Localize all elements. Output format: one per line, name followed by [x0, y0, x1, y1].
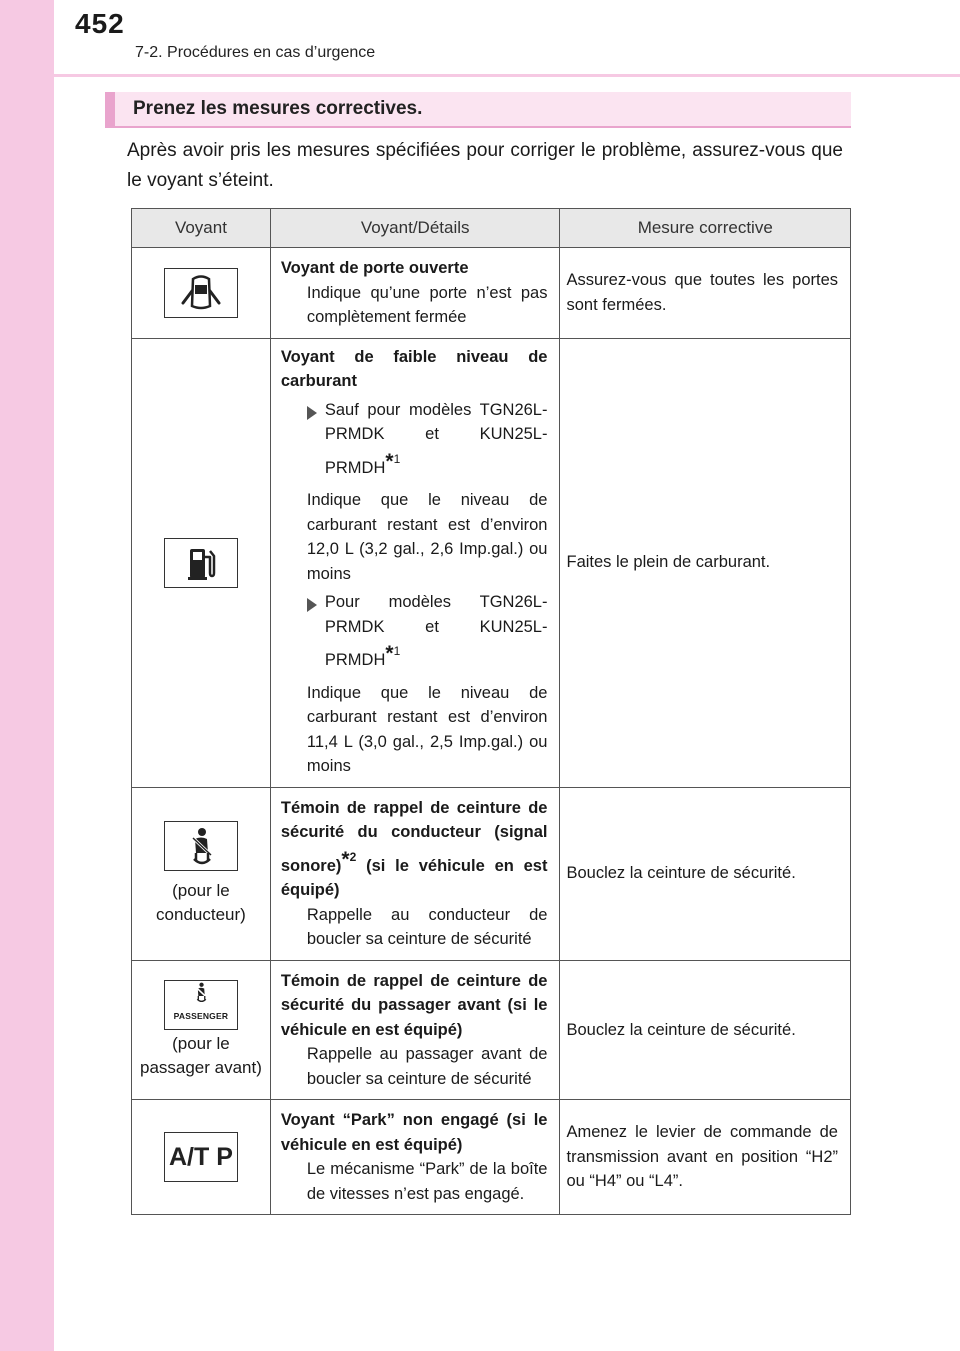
model-condition-1: Sauf pour modèles TGN26L-PRMDK et KUN25L-PRMDH*$^1$: [281, 398, 548, 481]
detail-cell: [270, 960, 560, 1100]
measure-cell: Faites le plein de carburant.: [560, 338, 851, 787]
icon-caption: (pour le passager avant): [139, 1033, 262, 1077]
icon-cell: [132, 338, 271, 787]
section-title: 7-2. Procédures en cas d’urgence: [135, 44, 376, 61]
row-title: Voyant de porte ouverte: [280, 259, 469, 277]
table-row: [132, 338, 851, 787]
table-header-row: [132, 209, 851, 248]
row-title: Voyant “Park” non engagé (si le véhicule en est équipé): [280, 1111, 548, 1154]
header-divider: [54, 74, 960, 77]
table-row: [132, 787, 851, 960]
row-title: Voyant de faible niveau de carburant: [280, 347, 548, 390]
arrow-bullet-icon: [307, 406, 317, 420]
icon-cell: [132, 1100, 271, 1215]
header-details: Voyant/Détails: [270, 209, 560, 248]
row-desc: Indique que le niveau de carburant restant est d’environ 12,0 L (3,2 gal., 2,6 Imp.gal.) ou moins: [306, 491, 548, 583]
row-title: Témoin de rappel de ceinture de sécurité du conducteur (signal sonore)*$^2$ (si le véhicule en est équipé): [280, 798, 548, 899]
heading-underline: [105, 126, 851, 128]
icon-cell: [132, 248, 271, 339]
detail-cell: [270, 787, 560, 960]
table-row: [132, 960, 851, 1100]
arrow-bullet-icon: [307, 598, 317, 612]
header-measure: Mesure corrective: [560, 209, 851, 248]
row-desc: Indique que le niveau de carburant restant est d’environ 11,4 L (3,0 gal., 2,5 Imp.gal.) ou moins: [306, 683, 548, 775]
detail-cell: [270, 248, 560, 339]
page-number: 452: [75, 8, 125, 39]
page-side-tab: [0, 0, 54, 1351]
measure-cell: Bouclez la ceinture de sécurité.: [560, 960, 851, 1100]
detail-cell: [270, 1100, 560, 1215]
warning-table: [131, 208, 851, 1215]
seatbelt-icon: [164, 821, 238, 871]
at-p-icon: A/T P: [164, 1132, 238, 1182]
detail-cell: [270, 338, 560, 787]
door-open-warning-icon: [164, 268, 238, 318]
row-desc: Le mécanisme “Park” de la boîte de vitesses n’est pas engagé.: [306, 1160, 548, 1203]
fuel-pump-icon: [164, 538, 238, 588]
icon-cell: [132, 787, 271, 960]
passenger-label: PASSENGER: [173, 1011, 229, 1022]
row-desc: Indique qu’une porte n’est pas complètement fermée: [306, 283, 548, 326]
intro-paragraph: Après avoir pris les mesures spécifiées pour corriger le problème, assurez-vous que le voyant s’éteint.: [127, 140, 843, 191]
heading-text: Prenez les mesures correctives.: [133, 98, 423, 119]
icon-cell: [132, 960, 271, 1100]
measure-cell: Assurez-vous que toutes les portes sont fermées.: [560, 248, 851, 339]
row-desc: Rappelle au conducteur de boucler sa ceinture de sécurité: [306, 905, 548, 948]
measure-cell: Amenez le levier de commande de transmission avant en position “H2” ou “H4” ou “L4”.: [560, 1100, 851, 1215]
passenger-seatbelt-icon: [164, 980, 238, 1030]
measure-cell: Bouclez la ceinture de sécurité.: [560, 787, 851, 960]
row-title: Témoin de rappel de ceinture de sécurité du passager avant (si le véhicule en est équipé): [280, 971, 548, 1039]
table-row: [132, 1100, 851, 1215]
header-voyant: Voyant: [132, 209, 271, 248]
model-condition-2: Pour modèles TGN26L-PRMDK et KUN25L-PRMDH*$^1$: [281, 590, 548, 673]
row-desc: Rappelle au passager avant de boucler sa ceinture de sécurité: [306, 1045, 548, 1088]
heading-banner: [105, 92, 851, 126]
table-row: [132, 248, 851, 339]
icon-caption: (pour le conducteur): [156, 880, 246, 924]
